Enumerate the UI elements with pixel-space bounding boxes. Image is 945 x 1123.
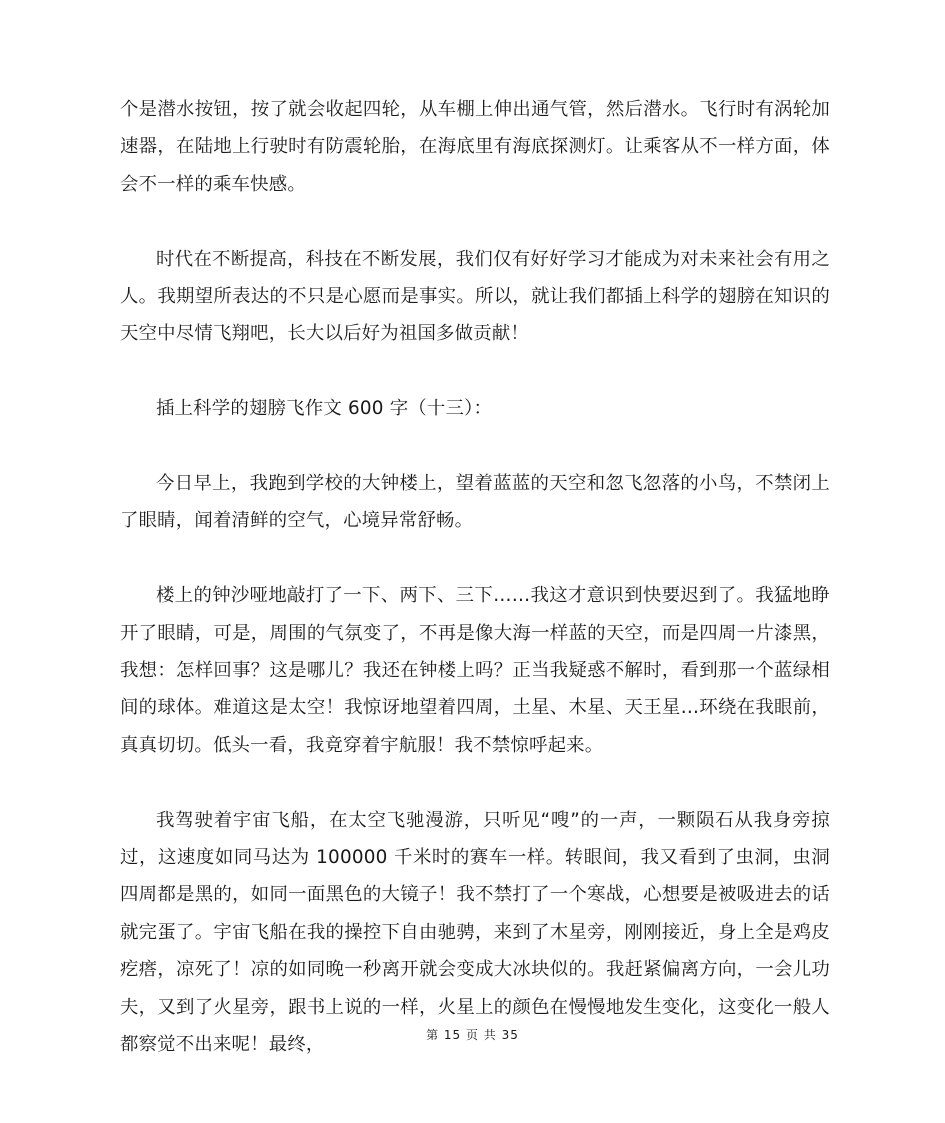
- paragraph-gap: [120, 540, 830, 577]
- paragraph-spaceship: 我驾驶着宇宙飞船，在太空飞驰漫游，只听见“嗖”的一声，一颗陨石从我身旁掠过，这速度如同马达为 100000 千米时的赛车一样。转眼间，我又看到了虫洞，虫洞四周都是黑的，如同一面黑色的大镜子！我不禁打了一个寒战，心想要是被吸进去的话就完蛋了。宇宙飞船在我的操控下自由驰骋，来到了木星旁，刚刚接近，身上全是鸡皮疙瘩，凉死了！凉的如同晚一秒离开就会变成大冰块似的。我赶紧偏离方向，一会儿功夫，又到了火星旁，跟书上说的一样，火星上的颜色在慢慢地发生变化，这变化一般人都察觉不出来呢！最终，: [120, 809, 830, 1056]
- paragraph-gap: [120, 203, 830, 240]
- paragraph-morning: 今日早上，我跑到学校的大钟楼上，望着蓝蓝的天空和忽飞忽落的小鸟，不禁闭上了眼睛，闻着清鲜的空气，心境异常舒畅。: [120, 473, 830, 532]
- page-number-footer: 第 15 页 共 35: [426, 1028, 519, 1042]
- paragraph-gap: [120, 764, 830, 801]
- essay-heading: 插上科学的翅膀飞作文 600 字（十三）：: [156, 398, 493, 420]
- paragraph-continuation: 个是潜水按钮，按了就会收起四轮，从车棚上伸出通气管，然后潜水。飞行时有涡轮加速器，在陆地上行驶时有防震轮胎，在海底里有海底探测灯。让乘客从不一样方面，体会不一样的乘车快感。: [120, 99, 830, 195]
- paragraph-gap: [120, 428, 830, 465]
- document-body: [120, 91, 830, 1063]
- paragraph-clock-tower: 楼上的钟沙哑地敲打了一下、两下、三下……我这才意识到快要迟到了。我猛地睁开了眼睛，可是，周围的气氛变了，不再是像大海一样蓝的天空，而是四周一片漆黑，我想：怎样回事？这是哪儿？我还在钟楼上吗？正当我疑惑不解时，看到那一个蓝绿相间的球体。难道这是太空！我惊讶地望着四周，土星、木星、天王星…环绕在我眼前，真真切切。低头一看，我竟穿着宇航服！我不禁惊呼起来。: [120, 585, 830, 756]
- paragraph-gap: [120, 353, 830, 390]
- paragraph-closing: 时代在不断提高，科技在不断发展，我们仅有好好学习才能成为对未来社会有用之人。我期望所表达的不只是心愿而是事实。所以，就让我们都插上科学的翅膀在知识的天空中尽情飞翔吧，长大以后好为祖国多做贡献！: [120, 248, 830, 345]
